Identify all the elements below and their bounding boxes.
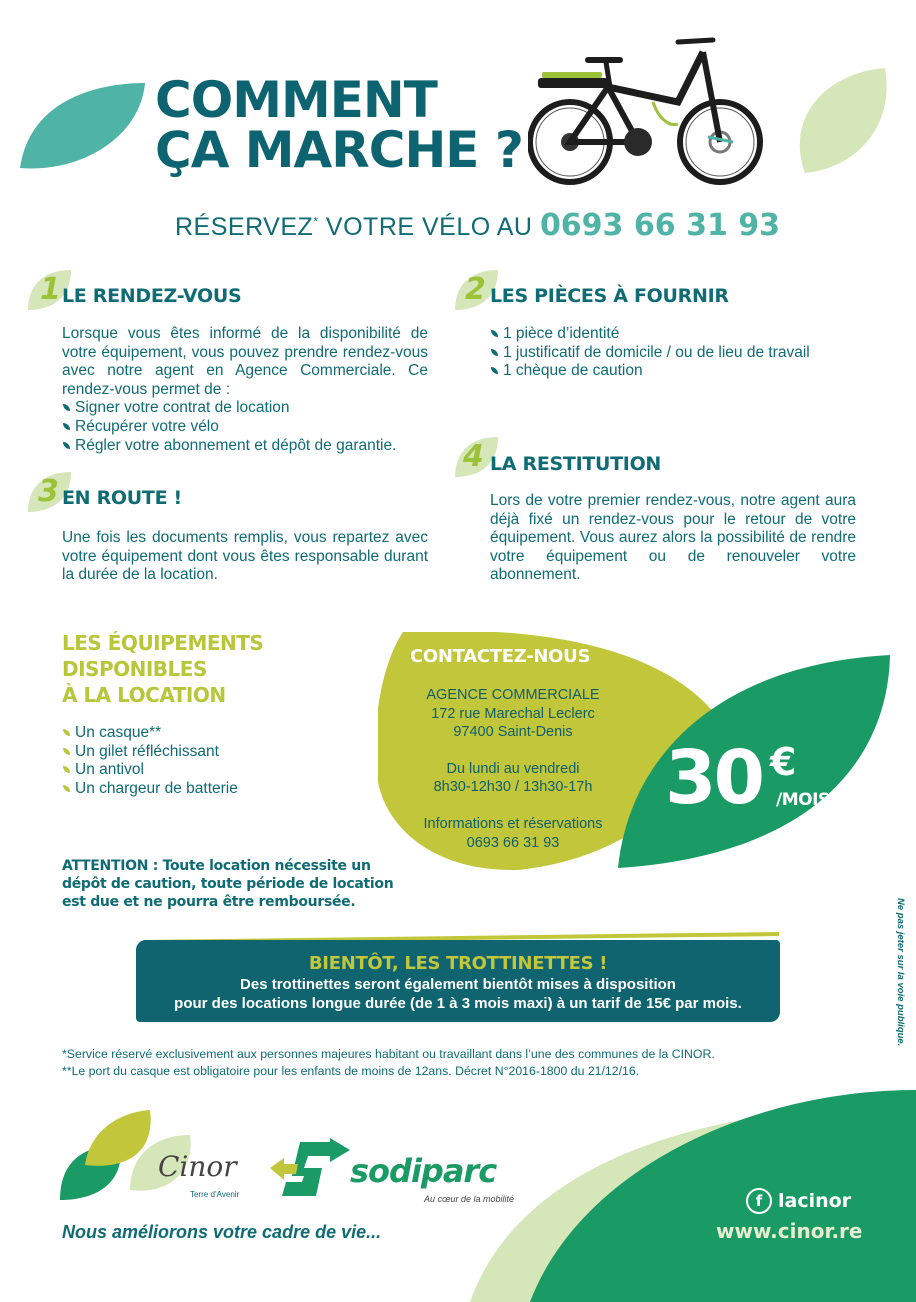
- list-item: [62, 724, 362, 743]
- price-amount: 30: [665, 735, 762, 821]
- slogan: Nous améliorons votre cadre de vie...: [62, 1222, 382, 1242]
- footnote-helmet: **Le port du casque est obligatoire pour les enfants de moins de 12ans. Décret N°2016-1800 du 21/12/16.: [62, 1064, 640, 1078]
- equipment-title-line: LES ÉQUIPEMENTS: [62, 631, 264, 655]
- step2-body: [490, 325, 870, 381]
- contact-address-city: 97400 Saint-Denis: [453, 724, 573, 741]
- reservation-middle: VOTRE VÉLO AU: [318, 213, 540, 241]
- step1-text: Lorsque vous êtes informé de la disponibilité de votre équipement, vous pouvez prendre rendez-vous avec notre agent en Agence Commerciale. Ce rendez-vous permet de :: [62, 325, 428, 398]
- list-item: Récupérer votre vélo: [62, 418, 428, 437]
- list-item: Un chargeur de batterie: [62, 780, 362, 799]
- equipment-title-line: À LA LOCATION: [62, 683, 226, 707]
- step1-number: 1: [40, 272, 61, 307]
- step4-title: LA RESTITUTION: [490, 453, 662, 475]
- list-item-label: Un casque**: [75, 724, 162, 741]
- step2-list: [490, 325, 870, 381]
- equipment-title: [62, 630, 263, 708]
- decorative-leaf-right: [785, 68, 890, 178]
- attention-notice: ATTENTION : Toute location nécessite un dépôt de caution, toute période de location est due et ne pourra être remboursée.: [62, 858, 394, 910]
- reservation-line: [175, 208, 780, 243]
- contact-hours-times: 8h30-12h30 / 13h30-17h: [433, 779, 593, 796]
- contact-address-street: 172 rue Marechal Leclerc: [431, 705, 595, 722]
- contact-title: CONTACTEZ-NOUS: [410, 646, 591, 667]
- list-item: Régler votre abonnement et dépôt de garantie.: [62, 437, 428, 456]
- contact-block: [398, 686, 628, 852]
- facebook-link[interactable]: [746, 1188, 851, 1214]
- price-currency: €: [770, 740, 797, 784]
- website-link[interactable]: www.cinor.re: [716, 1219, 863, 1243]
- contact-agency-name: AGENCE COMMERCIALE: [426, 687, 600, 703]
- scooter-banner: [136, 940, 780, 1022]
- contact-info-label: Informations et réservations: [423, 815, 603, 832]
- step2-title: LES PIÈCES À FOURNIR: [490, 285, 729, 307]
- decorative-leaf-left: [20, 78, 145, 173]
- facebook-handle: lacinor: [778, 1190, 852, 1212]
- list-item: 1 chèque de caution: [490, 362, 870, 381]
- reservation-star: *: [313, 214, 319, 229]
- step4-text: Lors de votre premier rendez-vous, notre agent aura déjà fixé un rendez-vous pour le retour de votre équipement. Vous aurez alors la possibilité de rendre votre équipement ou de renouveler votre abonnement.: [490, 492, 856, 584]
- footnote-service: *Service réservé exclusivement aux personnes majeures habitant ou travaillant dans l’une des communes de la CINOR.: [62, 1047, 715, 1061]
- price-period: /MOIS: [776, 790, 830, 810]
- step3-title: EN ROUTE !: [62, 487, 182, 509]
- page-title: [155, 71, 523, 179]
- list-item: 1 justificatif de domicile / ou de lieu de travail: [490, 344, 870, 363]
- step1-title: LE RENDEZ-VOUS: [62, 285, 242, 307]
- reservation-phone[interactable]: 0693 66 31 93: [539, 208, 781, 243]
- cinor-logo-name: Cinor: [158, 1150, 237, 1183]
- step1-list: [62, 399, 428, 455]
- sodiparc-logo-name: sodiparc: [350, 1152, 497, 1190]
- list-item: Signer votre contrat de location: [62, 399, 428, 418]
- contact-hours-days: Du lundi au vendredi: [446, 760, 580, 777]
- list-item: Un gilet réfléchissant: [62, 743, 362, 762]
- equipment-body: [62, 724, 362, 798]
- vertical-disposal-note: Ne pas jeter sur la voie publique.: [895, 898, 906, 1047]
- sodiparc-logo-tagline: Au cœur de la mobilité: [424, 1194, 515, 1204]
- cinor-logo-tagline: Terre d’Avenir: [190, 1190, 240, 1199]
- footnotes: [62, 1046, 882, 1080]
- banner-line2: pour des locations longue durée (de 1 à 3 mois maxi) à un tarif de 15€ par mois.: [174, 995, 742, 1012]
- page-title-line1: COMMENT: [155, 71, 437, 129]
- sodiparc-logo-icon: [270, 1138, 354, 1204]
- facebook-icon: f: [746, 1188, 772, 1214]
- list-item: Un antivol: [62, 761, 362, 780]
- step3-text: Une fois les documents remplis, vous repartez avec votre équipement dont vous êtes responsable durant la durée de la location.: [62, 529, 428, 584]
- banner-title: BIENTÔT, LES TROTTINETTES !: [308, 953, 608, 974]
- contact-phone[interactable]: 0693 66 31 93: [466, 834, 560, 851]
- step1-body: [62, 325, 428, 455]
- bike-illustration: [528, 32, 768, 192]
- reservation-prefix: RÉSERVEZ: [175, 213, 314, 241]
- list-item: 1 pièce d’identité: [490, 325, 870, 344]
- step4-number: 4: [463, 439, 484, 474]
- page-title-line2: ÇA MARCHE ?: [155, 121, 523, 179]
- equipment-title-line: DISPONIBLES: [62, 657, 207, 681]
- step3-number: 3: [38, 474, 59, 509]
- step2-number: 2: [465, 272, 486, 307]
- equipment-list: [62, 724, 362, 798]
- banner-line1: Des trottinettes seront également bientôt mises à disposition: [240, 976, 676, 993]
